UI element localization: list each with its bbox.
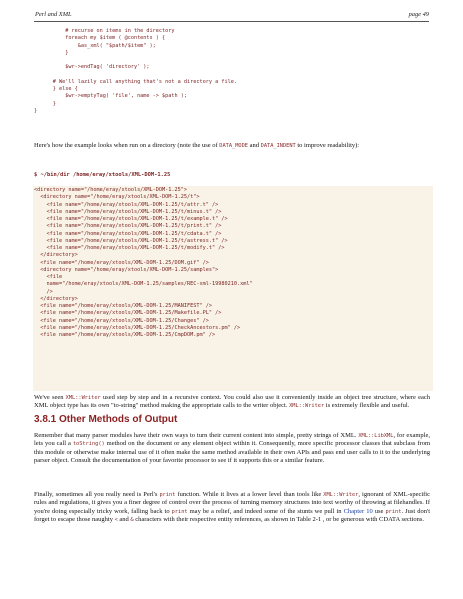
text-run: may be a relief, and indeed some of the stunts we pull in bbox=[187, 507, 344, 515]
text-run: Finally, sometimes all you really need is Perl's bbox=[34, 491, 160, 498]
text-run: function. While it lives at a lower level than tools like bbox=[175, 491, 324, 498]
text-run: Here's how the example looks when run on a directory (note the use of bbox=[34, 142, 220, 149]
shell-command: $ ~/bin/dir /home/eray/xtools/XML-DOM-1.25 bbox=[34, 172, 171, 178]
section-heading: 3.8.1 Other Methods of Output bbox=[34, 414, 178, 425]
text-run: is extremely flexible and useful. bbox=[324, 402, 410, 410]
inline-code: XML::Writer bbox=[65, 395, 101, 401]
header-rule bbox=[34, 21, 429, 22]
page-number: page 49 bbox=[408, 11, 429, 18]
text-run: and bbox=[117, 515, 131, 523]
paragraph-example-intro bbox=[34, 142, 430, 150]
inline-code: < bbox=[114, 516, 118, 523]
inline-code: print bbox=[159, 492, 176, 498]
inline-code: print bbox=[385, 508, 402, 515]
inline-code: DATA_INDENT bbox=[260, 143, 296, 149]
inline-code: XML::LibXML bbox=[358, 433, 394, 439]
inline-code: XML::Writer bbox=[289, 403, 325, 410]
text-run: We've seen bbox=[34, 394, 66, 401]
text-run: characters with their respective entity references, as shown in Table 2-1 , or be generous with CDATA sections. bbox=[133, 515, 425, 523]
inline-code: print bbox=[171, 508, 188, 515]
inline-code: toString() bbox=[72, 441, 105, 448]
chapter-10-link[interactable]: Chapter 10 bbox=[343, 507, 373, 515]
text-run: to improve readability): bbox=[295, 142, 360, 149]
text-run: , for example, lets you call a bbox=[34, 432, 430, 448]
text-run: use bbox=[372, 507, 386, 515]
paragraph-xml-writer-summary bbox=[34, 394, 430, 411]
text-run: used step by step and in a recursive context. You could also use it conveniently inside an object tree structure, where each XML object type has its own "to-string" method making the appropriate calls to the writer object. bbox=[34, 394, 430, 410]
inline-code: DATA_MODE bbox=[219, 143, 248, 149]
text-run: , ignorant of XML-specific rules and regulations, it gives you a finer degree of control over the process of turning memory structures into text worthy of throwing at filehandles. If you're doing especially tricky work, falling back to bbox=[34, 491, 430, 515]
text-run: Remember that many parser modules have their own ways to turn their current content into simple, pretty strings of XML. bbox=[34, 432, 359, 439]
text-run: . Just don't forget to escape those naughty bbox=[34, 507, 431, 523]
paragraph-print-function bbox=[34, 491, 430, 524]
text-run: and bbox=[248, 142, 261, 149]
inline-code: XML::Writer bbox=[323, 492, 359, 498]
running-header-title: Perl and XML bbox=[35, 11, 72, 18]
code-listing-perl: # recurse on items in the directory foreach my $item ( @contents ) { &as_xml( "$path/$item" ); } $wr->endTag( 'directory' ); # We'll lazily call anything that's not a directory a file. } else { $wr->emptyTag( 'file', name -> $path ); } } bbox=[34, 28, 238, 114]
paragraph-parser-methods bbox=[34, 432, 430, 465]
text-run: method on the document or any element object within it. Consequently, more specific processor classes that subclass from this module or otherwise make internal use of it often make the same method available in their own APIs and pass end user calls to it to the underlying parser object. Consult the documentation of your favorite processor to see if it supports this or a similar feature. bbox=[34, 440, 430, 464]
code-listing-xml-output: <directory name="/home/eray/xtools/XML-DOM-1.25"> <directory name="/home/eray/xtools/XML-DOM-1.25/t"> <file name="/home/eray/xtools/XML-DOM-1.25/t/attr.t" /> <file name="/home/eray/xtools/XML-DOM-1.25/t/minus.t" /> <file name="/home/eray/xtools/XML-DOM-1.25/t/example.t" /> <file name="/home/eray/xtools/XML-DOM-1.25/t/print.t" /> <file name="/home/eray/xtools/XML-DOM-1.25/t/cdata.t" /> <file name="/home/eray/xtools/XML-DOM-1.25/t/astress.t" /> <file name="/home/eray/xtools/XML-DOM-1.25/t/modify.t" /> </directory> <file name="/home/eray/xtools/XML-DOM-1.25/DOM.gif" /> <directory name="/home/eray/xtools/XML-DOM-1.25/samples"> <file name="/home/eray/xtools/XML-DOM-1.25/samples/REC-xml-19980210.xml" /> </directory> <file name="/home/eray/xtools/XML-DOM-1.25/MANIFEST" /> <file name="/home/eray/xtools/XML-DOM-1.25/Makefile.PL" /> <file name="/home/eray/xtools/XML-DOM-1.25/Changes" /> <file name="/home/eray/xtools/XML-DOM-1.25/CheckAncestors.pm" /> <file name="/home/eray/xtools/XML-DOM-1.25/CmpDOM.pm" /> bbox=[34, 187, 253, 338]
inline-code: & bbox=[130, 516, 134, 523]
